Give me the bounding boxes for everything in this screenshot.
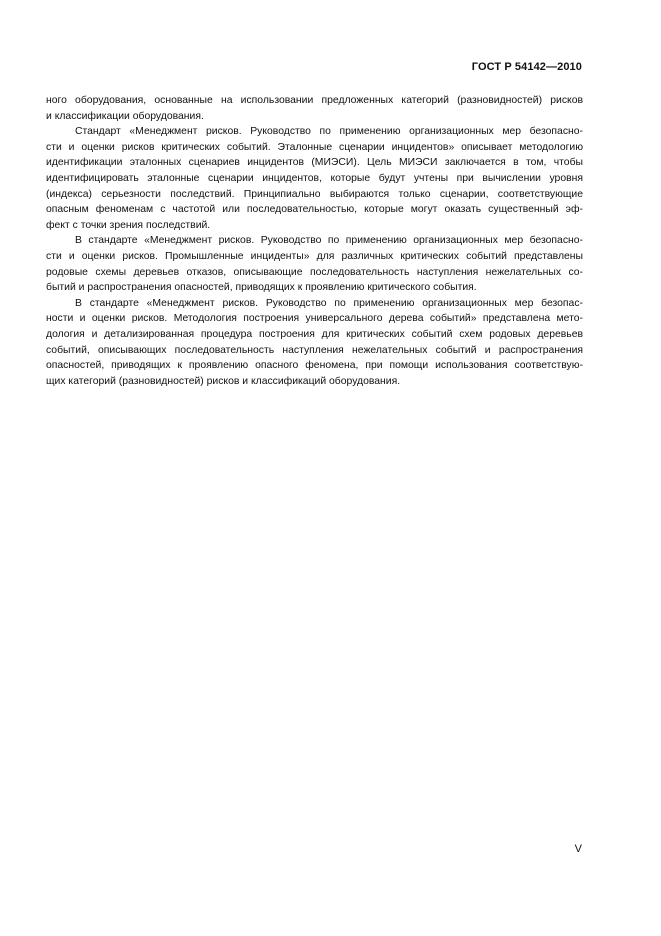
text-line: родовые схемы деревьев отказов, описывающие последовательность наступления нежелательных со- bbox=[46, 266, 583, 278]
paragraph bbox=[46, 93, 583, 124]
page-number: V bbox=[574, 843, 582, 855]
text-line: опасным феноменам с частотой или последовательностью, которые могут оказать существенный эф- bbox=[46, 204, 583, 216]
text-line: и классификации оборудования. bbox=[46, 110, 204, 122]
text-line: (индекса) серьезности последствий. Принципиально выбираются только сценарии, соответствующие bbox=[46, 188, 583, 200]
standard-code: ГОСТ Р 54142—2010 bbox=[471, 61, 582, 73]
text-line: ного оборудования, основанные на использовании предложенных категорий (разновидностей) рисков bbox=[46, 95, 583, 106]
text-line: событий, описывающих последовательность наступления нежелательных событий и распространения bbox=[46, 344, 583, 356]
text-line: дология и детализированная процедура построения для критических событий схем родовых деревьев bbox=[46, 328, 583, 340]
paragraph bbox=[46, 124, 583, 233]
text-line: щих категорий (разновидностей) рисков и классификаций оборудования. bbox=[46, 375, 401, 387]
paragraph bbox=[46, 233, 583, 295]
text-line: В стандарте «Менеджмент рисков. Руководство по применению организационных мер безопасно- bbox=[75, 235, 583, 247]
text-line: сти и оценки рисков критических событий. Эталонные сценарии инцидентов» описывает методологию bbox=[46, 141, 583, 153]
text-line: идентификации эталонных сценариев инцидентов (МИЭСИ). Цель МИЭСИ заключается в том, чтобы bbox=[46, 157, 583, 169]
body-text bbox=[46, 93, 583, 389]
text-line: бытий и распространения опасностей, приводящих к проявлению критического события. bbox=[46, 282, 477, 294]
text-line: идентифицировать эталонные сценарии инцидентов, которые будут учтены при вычислении уровня bbox=[46, 172, 583, 184]
text-line: В стандарте «Менеджмент рисков. Руководство по применению организационных мер безопас- bbox=[75, 297, 583, 309]
paragraph bbox=[46, 296, 583, 390]
text-line: сти и оценки рисков. Промышленные инциденты» для различных критических событий представлены bbox=[46, 250, 583, 262]
text-line: Стандарт «Менеджмент рисков. Руководство по применению организационных мер безопасно- bbox=[75, 126, 583, 138]
text-line: опасностей, приводящих к проявлению опасного феномена, при помощи использования соответствую- bbox=[46, 360, 583, 372]
text-line: фект с точки зрения последствий. bbox=[46, 219, 211, 231]
text-line: ности и оценки рисков. Методология построения универсального дерева событий» представлена мето- bbox=[46, 313, 583, 325]
